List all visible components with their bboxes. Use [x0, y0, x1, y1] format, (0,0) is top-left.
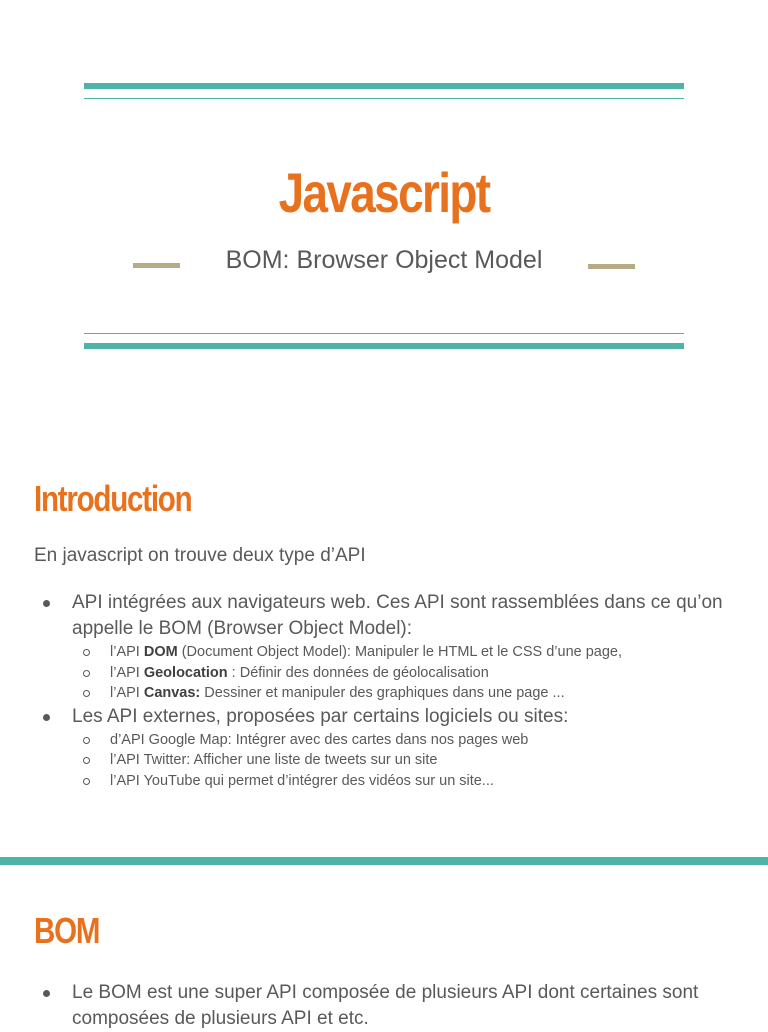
sub-text-bold: Geolocation: [143, 664, 228, 681]
list-item-text: Le BOM est une super API composée de plusieurs API dont certaines sont composées de plusieurs API et etc.: [72, 982, 699, 1029]
slide-separator-bar: [0, 857, 768, 865]
bottom-thick-rule: [84, 343, 684, 349]
list-item-text: Les API externes, proposées par certains logiciels ou sites:: [72, 705, 569, 727]
sub-text-pre: l’API: [110, 664, 144, 681]
sublist-item-youtube: [72, 771, 744, 792]
sub-text: l’API Twitter: Afficher une liste de tweets sur un site: [110, 752, 438, 768]
external-sublist: [72, 730, 744, 792]
top-thick-rule: [84, 83, 684, 89]
sub-text-post: (Document Object Model): Manipuler le HTML et le CSS d’une page,: [177, 644, 623, 660]
top-thin-rule: [84, 98, 684, 99]
sublist-item-dom: [72, 642, 744, 663]
sub-text-pre: l’API: [110, 644, 144, 660]
sub-text-post: Dessiner et manipuler des graphiques dans une page ...: [200, 685, 565, 701]
intro-text: En javascript on trouve deux type d’API: [34, 545, 366, 566]
slide-subtitle: BOM: Browser Object Model: [225, 246, 543, 274]
api-list: [34, 590, 744, 791]
sub-text-bold: Canvas:: [143, 685, 201, 701]
introduction-heading: Introduction: [34, 478, 192, 519]
list-item-text: API intégrées aux navigateurs web. Ces API sont rassemblées dans ce qu’on appelle le BOM (Browser Object Model):: [72, 592, 723, 639]
bottom-thin-rule: [84, 333, 684, 334]
sublist-item-google-map: [72, 730, 744, 751]
sub-text-pre: l’API: [110, 685, 144, 701]
list-item-bom: [34, 980, 744, 1032]
sub-text-post: : Définir des données de géolocalisation: [227, 664, 489, 681]
sublist-item-geolocation: [72, 663, 744, 684]
list-item-builtin: [34, 590, 744, 704]
sublist-item-canvas: [72, 683, 744, 704]
subtitle-right-dash: [588, 264, 635, 269]
list-item-external: [34, 704, 744, 792]
builtin-sublist: [72, 642, 744, 704]
slide-title: Javascript: [278, 161, 490, 224]
sub-text-bold: DOM: [143, 644, 178, 660]
sub-text: l’API YouTube qui permet d’intégrer des vidéos sur un site...: [110, 772, 494, 789]
sub-text: d’API Google Map: Intégrer avec des cartes dans nos pages web: [110, 731, 529, 748]
bom-list: [34, 980, 744, 1032]
sublist-item-twitter: [72, 750, 744, 771]
bom-heading: BOM: [34, 910, 100, 951]
